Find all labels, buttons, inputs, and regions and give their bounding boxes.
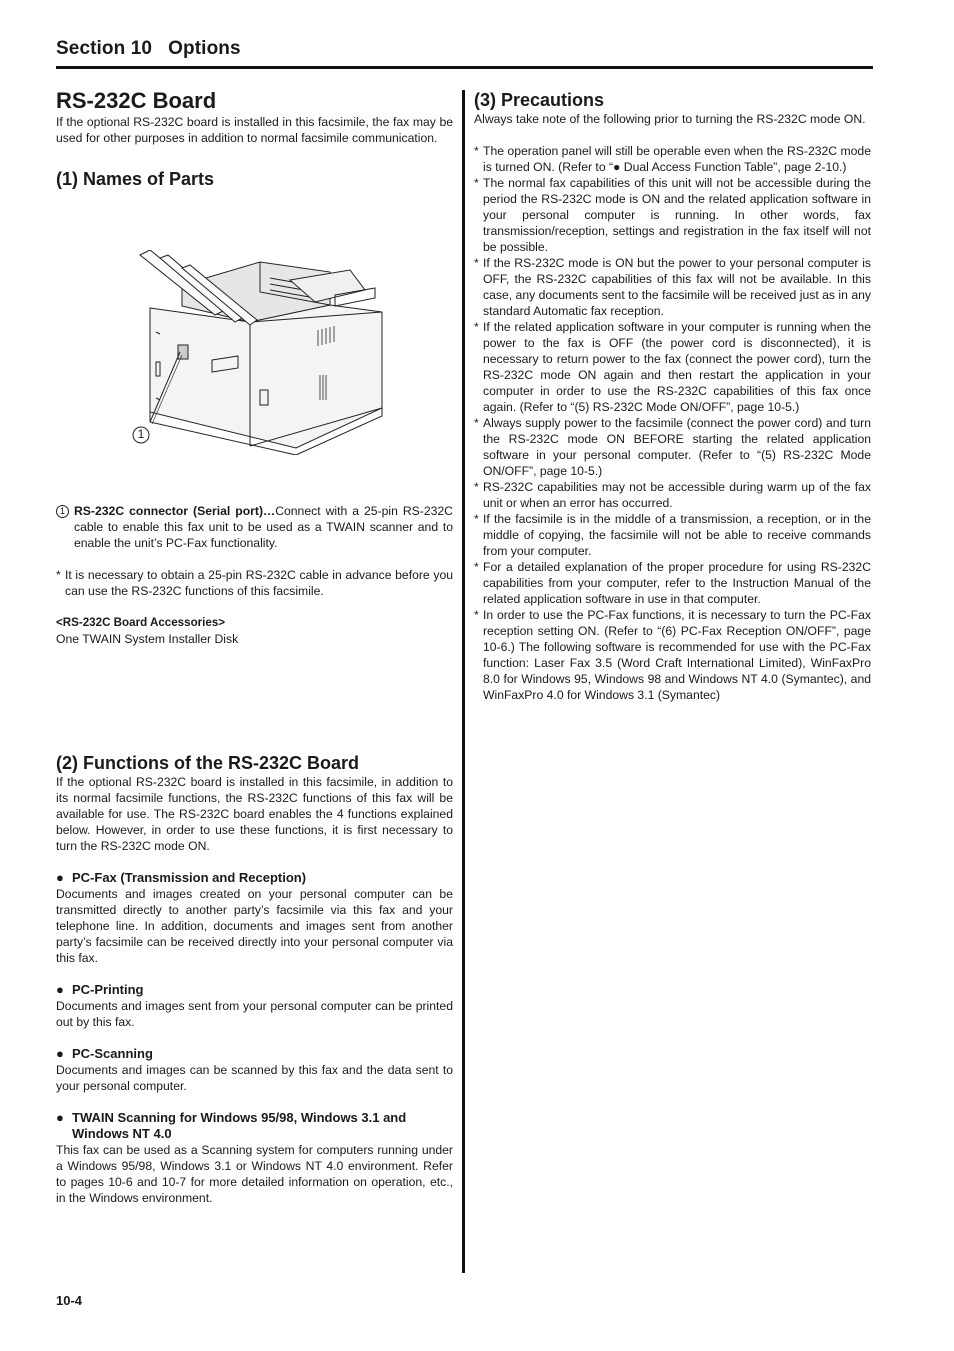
function-title: PC-Scanning bbox=[72, 1046, 153, 1061]
function-item: ● PC-Fax (Transmission and Reception) Documents and images created on your personal computer can be transmitted directly to another party’s facsimile via this fax and your telephone line. In addition, documents and images sent from another party’s facsimile can be received directly into your personal computer via this fax. bbox=[56, 870, 453, 965]
part-item-1 bbox=[56, 503, 453, 551]
functions-heading: (2) Functions of the RS-232C Board bbox=[56, 753, 360, 773]
precaution-note: * If the RS-232C mode is ON but the power to your personal computer is OFF, the RS-232C capabilities of this fax will not be available. In this case, any documents sent to the facsimile will be received just as in any standard Automatic fax reception. bbox=[474, 256, 871, 318]
function-item: ● TWAIN Scanning for Windows 95/98, Windows 3.1 and Windows NT 4.0 This fax can be used as a Scanning system for computers running under a Windows 95/98, Windows 3.1 or Windows NT 4.0 environment. Refer to pages 10-6 and 10-7 for more detailed information on operation, etc., in the Windows environment. bbox=[56, 1110, 453, 1205]
function-item: ● PC-Scanning Documents and images can be scanned by this fax and the data sent to your personal computer. bbox=[56, 1046, 453, 1093]
precaution-note: * If the related application software in your computer is running when the power to the fax is OFF (the power cord is disconnected), it is necessary to return power to the fax (connect the power cord), turn the RS-232C mode ON again and then restart the application in your computer in order to use the RS-232C capabilities of this fax once again. (Refer to “(5) RS-232C Mode ON/OFF”, page 10-5.) bbox=[474, 320, 871, 414]
function-title: TWAIN Scanning for Windows 95/98, Windows 3.1 and Windows NT 4.0 bbox=[72, 1110, 407, 1141]
precaution-note: * The operation panel will still be operable even when the RS-232C mode is turned ON. (Refer to “● Dual Access Function Table”, page 2-10.) bbox=[474, 144, 871, 174]
function-text: Documents and images sent from your personal computer can be printed out by this fax. bbox=[56, 999, 453, 1029]
accessories-item: One TWAIN System Installer Disk bbox=[56, 632, 239, 646]
part-description: Connect with a 25-pin RS-232C cable to enable this fax unit to be used as a TWAIN scanner and to enable the unit’s PC-Fax functionality. bbox=[74, 504, 453, 550]
precaution-text: If the facsimile is in the middle of a transmission, a reception, or in the middle of copying, the facsimile will not be able to receive commands from your computer. bbox=[483, 512, 871, 558]
right-column bbox=[474, 89, 871, 703]
precautions-list bbox=[474, 143, 871, 703]
precaution-note: * RS-232C capabilities may not be accessible during warm up of the fax unit or when an error has occurred. bbox=[474, 480, 871, 510]
precaution-text: If the related application software in your computer is running when the power to the fax is OFF (the power cord is disconnected), it is necessary to return power to the fax (connect the power cord), turn the RS-232C mode ON again and then restart the application in your computer in order to use the RS-232C capabilities of this fax once again. (Refer to “(5) RS-232C Mode ON/OFF”, page 10-5.) bbox=[483, 320, 871, 414]
precaution-text: If the RS-232C mode is ON but the power to your personal computer is OFF, the RS-232C capabilities of this fax will not be available. In this case, any documents sent to the facsimile will be received just as in any standard Automatic fax reception. bbox=[483, 256, 871, 318]
precaution-text: RS-232C capabilities may not be accessible during warm up of the fax unit or when an error has occurred. bbox=[483, 480, 871, 510]
precaution-text: In order to use the PC-Fax functions, it is necessary to turn the PC-Fax reception setting ON. (Refer to “(6) PC-Fax Reception ON/OFF”, page 10-6.) The following software is recommended for use with the PC-Fax function: Laser Fax 3.5 (Word Craft International Limited), WinFaxPro 8.0 for Windows 95, Windows 98 and Windows NT 4.0 (Symantec), and WinFaxPro 4.0 for Windows 3.1 (Symantec) bbox=[483, 608, 871, 702]
accessories-heading: <RS-232C Board Accessories> bbox=[56, 616, 226, 629]
intro-paragraph: If the optional RS-232C board is installed in this facsimile, the fax may be used for other purposes in addition to normal facsimile communication. bbox=[56, 115, 453, 145]
precaution-note: * If the facsimile is in the middle of a transmission, a reception, or in the middle of copying, the facsimile will not be able to receive commands from your computer. bbox=[474, 512, 871, 558]
precaution-note: * In order to use the PC-Fax functions, it is necessary to turn the PC-Fax reception setting ON. (Refer to “(6) PC-Fax Reception ON/OFF”, page 10-6.) The following software is recommended for use with the PC-Fax function: Laser Fax 3.5 (Word Craft International Limited), WinFaxPro 8.0 for Windows 95, Windows 98 and Windows NT 4.0 (Symantec), and WinFaxPro 4.0 for Windows 3.1 (Symantec) bbox=[474, 608, 871, 702]
precaution-note: * Always supply power to the facsimile (connect the power cord) and turn the RS-232C mode ON BEFORE starting the related application software in your personal computer. (Refer to “(5) RS-232C Mode ON/OFF”, page 10-5.) bbox=[474, 416, 871, 478]
precaution-text: The operation panel will still be operable even when the RS-232C mode is turned ON. (Refer to “● Dual Access Function Table”, page 2-10.) bbox=[483, 144, 871, 174]
column-divider bbox=[462, 90, 465, 1273]
header-rule bbox=[56, 66, 873, 69]
part-number-badge: 1 bbox=[56, 505, 69, 518]
function-item: ● PC-Printing Documents and images sent from your personal computer can be printed out by this fax. bbox=[56, 982, 453, 1029]
function-title: PC-Printing bbox=[72, 982, 144, 997]
functions-intro: If the optional RS-232C board is installed in this facsimile, in addition to its normal facsimile functions, the RS-232C functions of this fax will be available for use. The RS-232C board enables the 4 functions explained below. However, in order to use these functions, it is first necessary to turn the RS-232C mode ON. bbox=[56, 775, 453, 853]
precaution-text: For a detailed explanation of the proper procedure for using RS-232C capabilities from your computer, refer to the Instruction Manual of the related application software in use in that computer. bbox=[483, 560, 871, 606]
left-column-lower bbox=[56, 503, 453, 647]
part-name: RS-232C connector (Serial port)… bbox=[74, 504, 276, 518]
precaution-note: * The normal fax capabilities of this unit will not be accessible during the period the RS-232C mode is ON and the related application software in your personal computer is running. In other words, fax transmission/reception, settings and registration in the fax itself will not be possible. bbox=[474, 176, 871, 254]
page-number: 10-4 bbox=[56, 1293, 83, 1308]
function-text: Documents and images created on your personal computer can be transmitted directly to another party’s facsimile via this fax and your telephone line. In addition, documents and images sent from another party’s facsimile can be received directly into your personal computer via this fax. bbox=[56, 887, 453, 965]
section-title: Section 10 Options bbox=[56, 38, 241, 59]
precaution-note: * For a detailed explanation of the proper procedure for using RS-232C capabilities from your computer, refer to the Instruction Manual of the related application software in use in that computer. bbox=[474, 560, 871, 606]
cable-note-text: It is necessary to obtain a 25-pin RS-232C cable in advance before you can use the RS-232C functions of this facsimile. bbox=[65, 568, 453, 598]
function-text: Documents and images can be scanned by this fax and the data sent to your personal computer. bbox=[56, 1063, 453, 1093]
precautions-intro: Always take note of the following prior to turning the RS-232C mode ON. bbox=[474, 112, 866, 126]
function-title: PC-Fax (Transmission and Reception) bbox=[72, 870, 307, 885]
precautions-heading: (3) Precautions bbox=[474, 90, 605, 110]
cable-note: * It is necessary to obtain a 25-pin RS-232C cable in advance before you can use the RS-232C functions of this facsimile. bbox=[56, 568, 453, 598]
function-text: This fax can be used as a Scanning system for computers running under a Windows 95/98, Windows 3.1 or Windows NT 4.0 environment. Refer to pages 10-6 and 10-7 for more detailed information on operation, etc., in the Windows environment. bbox=[56, 1143, 453, 1205]
precaution-text: Always supply power to the facsimile (connect the power cord) and turn the RS-232C mode ON BEFORE starting the related application software in your personal computer. (Refer to “(5) RS-232C Mode ON/OFF”, page 10-5.) bbox=[483, 416, 871, 478]
figure-callout-number: 1 bbox=[137, 427, 145, 441]
precaution-text: The normal fax capabilities of this unit will not be accessible during the period the RS-232C mode is ON and the related application software in your personal computer is running. In other words, fax transmission/reception, settings and registration in the fax itself will not be possible. bbox=[483, 176, 871, 254]
page-title: RS-232C Board bbox=[56, 88, 217, 113]
left-column bbox=[56, 88, 453, 190]
functions-section bbox=[56, 752, 453, 1206]
names-of-parts-heading: (1) Names of Parts bbox=[56, 169, 215, 189]
fax-machine-illustration bbox=[120, 250, 390, 455]
